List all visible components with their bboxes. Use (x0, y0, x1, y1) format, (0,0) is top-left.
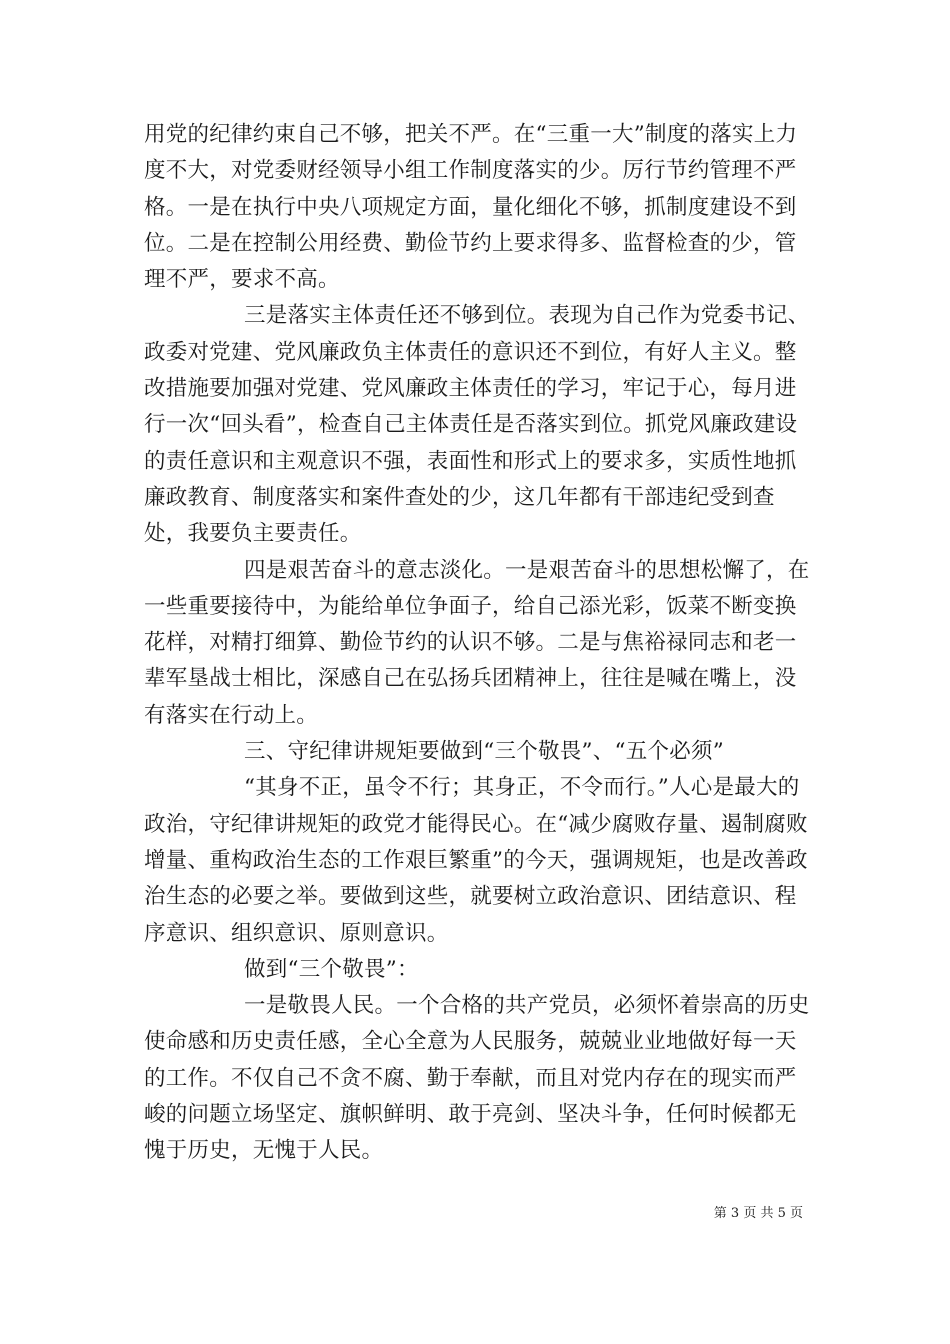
paragraph-5: 一是敬畏人民。一个合格的共产党员，必须怀着崇高的历史使命感和历史责任感，全心全意为人民服务，兢兢业业地做好每一天的工作。不仅自己不贪不腐、勤于奉献，而且对党内存在的现实而严峻的问题立场坚定、旗帜鲜明、敢于亮剑、坚决斗争，任何时候都无愧于历史，无愧于人民。 (144, 993, 810, 1164)
document-body (144, 117, 814, 1170)
page-number-footer: 第 3 页 共 5 页 (713, 1206, 803, 1221)
subheading-three-awes: 做到“三个敬畏”： (244, 956, 419, 982)
paragraph-3: 四是艰苦奋斗的意志淡化。一是艰苦奋斗的思想松懈了，在一些重要接待中，为能给单位争面子，给自己添光彩，饭菜不断变换花样，对精打细算、勤俭节约的认识不够。二是与焦裕禄同志和老一辈军垦战士相比，深感自己在弘扬兵团精神上，往往是喊在嘴上，没有落实在行动上。 (144, 557, 810, 728)
section-heading-3: 三、守纪律讲规矩要做到“三个敬畏”、“五个必须” (244, 739, 724, 765)
paragraph-4: “其身不正，虽令不行；其身正，不令而行。”人心是最大的政治，守纪律讲规矩的政党才能得民心。在“减少腐败存量、遏制腐败增量、重构政治生态的工作艰巨繁重”的今天，强调规矩，也是改善政治生态的必要之举。要做到这些，就要树立政治意识、团结意识、程序意识、组织意识、原则意识。 (144, 775, 808, 946)
paragraph-2: 三是落实主体责任还不够到位。表现为自己作为党委书记、政委对党建、党风廉政负主体责任的意识还不到位，有好人主义。整改措施要加强对党建、党风廉政主体责任的学习，牢记于心，每月进行一次“回头看”，检查自己主体责任是否落实到位。抓党风廉政建设的责任意识和主观意识不强，表面性和形式上的要求多，实质性地抓廉政教育、制度落实和案件查处的少，这几年都有干部违纪受到查处，我要负主要责任。 (144, 303, 810, 547)
paragraph-1: 用党的纪律约束自己不够，把关不严。在“三重一大”制度的落实上力度不大，对党委财经领导小组工作制度落实的少。厉行节约管理不严格。一是在执行中央八项规定方面，量化细化不够，抓制度建设不到位。二是在控制公用经费、勤俭节约上要求得多、监督检查的少，管理不严，要求不高。 (144, 122, 798, 293)
